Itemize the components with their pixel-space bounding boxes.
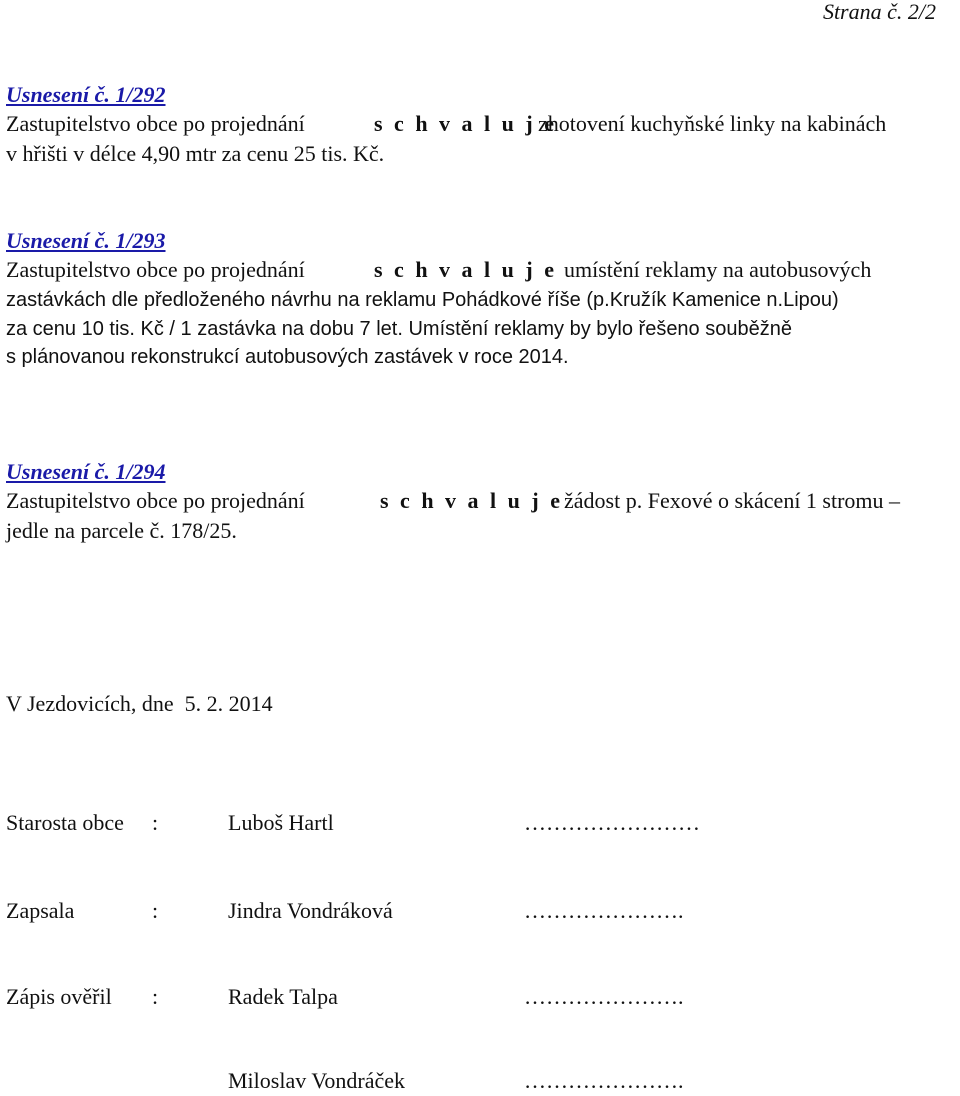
signature-name: Luboš Hartl — [228, 810, 334, 835]
resolution-text: s plánovanou rekonstrukcí autobusových zastávek v roce 2014. — [6, 346, 569, 368]
resolution-text: zhotovení kuchyňské linky na kabinách — [538, 111, 887, 136]
signature-colon: : — [152, 810, 159, 835]
resolution-heading: Usnesení č. 1/292 — [6, 82, 166, 107]
resolution-text: v hřišti v délce 4,90 mtr za cenu 25 tis. Kč. — [6, 141, 385, 166]
resolution-lead: Zastupitelstvo obce po projednání — [6, 111, 305, 136]
signature-line: …………………… — [524, 810, 700, 835]
signature-line: …………………. — [524, 898, 684, 923]
resolution-heading: Usnesení č. 1/294 — [6, 459, 166, 484]
resolution-lead: Zastupitelstvo obce po projednání — [6, 488, 305, 513]
signature-colon: : — [152, 898, 159, 923]
signature-colon: : — [152, 984, 159, 1009]
resolution-heading: Usnesení č. 1/293 — [6, 228, 166, 253]
signature-line: …………………. — [524, 984, 684, 1009]
resolution-text: za cenu 10 tis. Kč / 1 zastávka na dobu 7 let. Umístění reklamy by bylo řešeno souběžně — [6, 318, 792, 340]
resolution-text: umístění reklamy na autobusových — [564, 257, 872, 282]
resolution-verb: s c h v a l u j e — [374, 111, 557, 136]
signature-role: Starosta obce — [6, 810, 124, 835]
signature-name: Radek Talpa — [228, 984, 338, 1009]
signature-role: Zapsala — [6, 898, 75, 923]
signature-name: Miloslav Vondráček — [228, 1068, 405, 1093]
resolution-text: zastávkách dle předloženého návrhu na reklamu Pohádkové říše (p.Kružík Kamenice n.Lipou) — [6, 289, 839, 311]
resolution-text: žádost p. Fexové o skácení 1 stromu – — [564, 488, 901, 513]
signature-role: Zápis ověřil — [6, 984, 112, 1009]
resolution-verb: s c h v a l u j e — [380, 488, 563, 513]
signature-name: Jindra Vondráková — [228, 898, 393, 923]
resolution-verb: s c h v a l u j e — [374, 257, 557, 282]
signature-line: …………………. — [524, 1068, 684, 1093]
resolution-text: jedle na parcele č. 178/25. — [6, 518, 237, 543]
place-date: V Jezdovicích, dne 5. 2. 2014 — [6, 691, 273, 716]
page-number: Strana č. 2/2 — [822, 0, 936, 24]
resolution-lead: Zastupitelstvo obce po projednání — [6, 257, 305, 282]
